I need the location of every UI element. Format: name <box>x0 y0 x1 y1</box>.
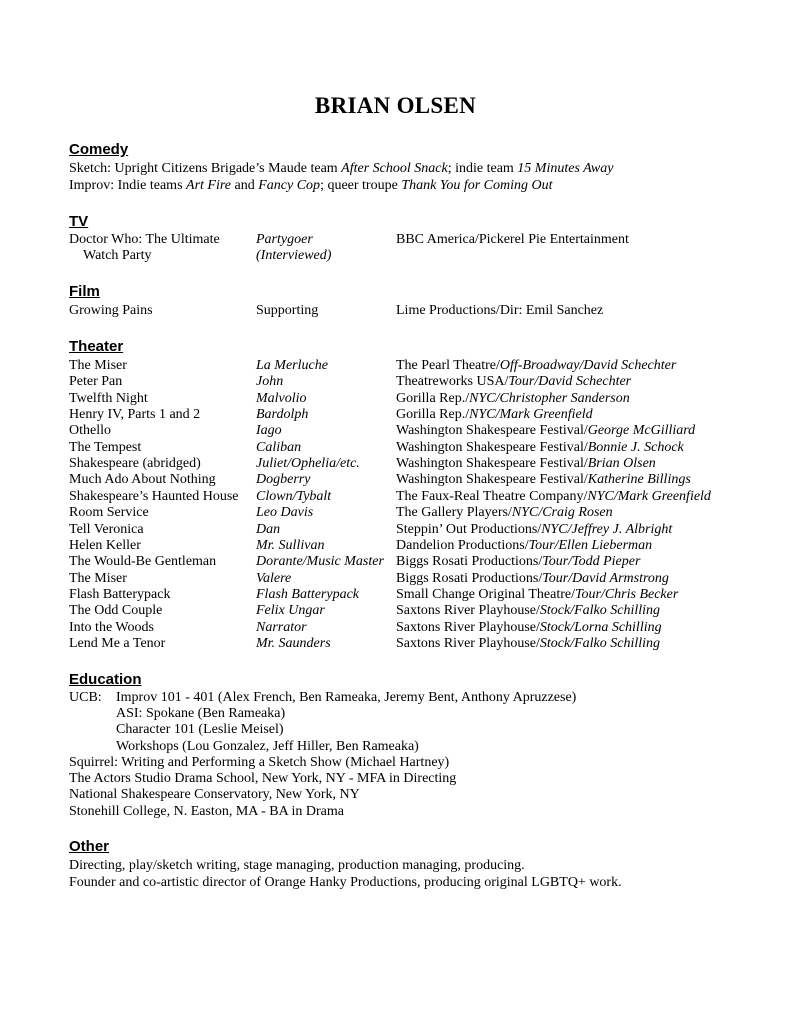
theater-company-cell <box>396 636 660 652</box>
theater-title: Helen Keller <box>69 537 141 553</box>
tv-title-line1: Doctor Who: The Ultimate <box>69 232 220 247</box>
theater-title: The Odd Couple <box>69 603 163 619</box>
comedy-sketch-text-a: Sketch: Upright Citizens Brigade’s Maude team <box>69 161 342 176</box>
theater-role: Mr. Sullivan <box>256 537 325 553</box>
theater-role: Felix Ungar <box>256 603 325 619</box>
theater-company-cell <box>396 620 662 636</box>
education-line: Squirrel: Writing and Performing a Sketch Show (Michael Hartney) <box>69 755 450 770</box>
theater-company: The Faux-Real Theatre Company/ <box>396 488 588 504</box>
theater-role: Malvolio <box>256 390 307 406</box>
theater-title: Peter Pan <box>69 374 123 390</box>
theater-company: Saxtons River Playhouse/ <box>396 635 540 651</box>
theater-detail: Katherine Billings <box>587 472 691 488</box>
theater-title: Othello <box>69 423 111 439</box>
other-line: Directing, play/sketch writing, stage managing, production managing, producing. <box>69 858 525 873</box>
theater-title: Henry IV, Parts 1 and 2 <box>69 407 201 423</box>
education-line: The Actors Studio Drama School, New York, NY - MFA in Directing <box>69 771 457 787</box>
theater-company-cell <box>396 472 691 488</box>
theater-company-cell <box>396 505 613 521</box>
theater-role: Juliet/Ophelia/etc. <box>256 456 360 472</box>
other-line: Founder and co-artistic director of Orange Hanky Productions, producing original LGBTQ+ work. <box>69 874 622 890</box>
theater-detail: NYC/Christopher Sanderson <box>469 390 630 406</box>
tv-role-line1: Partygoer <box>256 232 313 247</box>
theater-role: Narrator <box>256 619 307 635</box>
theater-title: Shakespeare’s Haunted House <box>69 488 239 504</box>
education-ucb-item: Workshops (Lou Gonzalez, Jeff Hiller, Ben Rameaka) <box>116 738 419 754</box>
education-line: Stonehill College, N. Easton, MA - BA in Drama <box>69 803 344 819</box>
education-ucb-item: Character 101 (Leslie Meisel) <box>116 722 284 738</box>
theater-role: Dogberry <box>256 472 311 488</box>
theater-detail: NYC/Mark Greenfield <box>469 407 593 423</box>
theater-role: Dorante/Music Master <box>256 554 384 570</box>
section-heading-tv: TV <box>69 213 89 230</box>
theater-company-cell <box>396 489 711 505</box>
theater-title: Shakespeare (abridged) <box>69 456 201 472</box>
comedy-improv-text-a: Improv: Indie teams <box>69 178 187 193</box>
theater-company-cell <box>396 423 695 439</box>
theater-title: Much Ado About Nothing <box>69 472 216 488</box>
theater-title: Lend Me a Tenor <box>69 635 166 651</box>
theater-company: Saxtons River Playhouse/ <box>396 603 540 619</box>
resume-name: BRIAN OLSEN <box>314 93 477 118</box>
theater-role: John <box>256 374 284 390</box>
comedy-improv-team-1: Art Fire <box>186 178 232 193</box>
comedy-improv-troupe: Thank You for Coming Out <box>401 178 553 193</box>
comedy-improv-team-2: Fancy Cop <box>258 178 321 193</box>
theater-company: Gorilla Rep./ <box>396 407 470 423</box>
theater-role: La Merluche <box>256 358 328 373</box>
theater-role: Caliban <box>256 439 302 455</box>
theater-company-cell <box>396 407 593 423</box>
comedy-sketch-team: After School Snack <box>341 161 448 176</box>
theater-company-cell <box>396 603 660 619</box>
theater-title: Tell Veronica <box>69 521 144 537</box>
theater-detail: Stock/Falko Schilling <box>539 635 661 651</box>
section-heading-other: Other <box>69 838 110 855</box>
theater-company-cell <box>396 554 640 570</box>
section-heading-comedy: Comedy <box>69 141 129 158</box>
theater-title: The Tempest <box>69 439 142 455</box>
theater-role: Mr. Saunders <box>256 635 331 651</box>
theater-detail: Stock/Falko Schilling <box>539 603 661 619</box>
film-company: Lime Productions/Dir: Emil Sanchez <box>396 303 604 318</box>
comedy-improv-text-e: ; queer troupe <box>320 178 402 193</box>
comedy-sketch-text-c: ; indie team <box>447 161 518 176</box>
theater-company-cell <box>396 440 684 456</box>
theater-company-cell <box>396 522 672 538</box>
theater-company: Washington Shakespeare Festival/ <box>396 439 588 455</box>
theater-detail: NYC/Craig Rosen <box>511 505 613 521</box>
section-heading-education: Education <box>69 671 142 688</box>
theater-company: Washington Shakespeare Festival/ <box>396 423 588 439</box>
theater-company: Saxtons River Playhouse/ <box>396 619 540 635</box>
theater-detail: Brian Olsen <box>587 456 656 472</box>
comedy-sketch-line <box>69 161 613 177</box>
theater-company: Small Change Original Theatre/ <box>396 586 575 602</box>
film-role: Supporting <box>256 303 319 318</box>
theater-company-cell <box>396 587 678 603</box>
theater-detail: Tour/Chris Becker <box>574 586 679 602</box>
theater-company: Washington Shakespeare Festival/ <box>396 472 588 488</box>
theater-title: Into the Woods <box>69 619 154 635</box>
film-title: Growing Pains <box>69 303 153 318</box>
theater-company: The Gallery Players/ <box>396 505 512 521</box>
theater-company-cell <box>396 456 656 472</box>
section-heading-film: Film <box>69 283 100 300</box>
education-line: National Shakespeare Conservatory, New York, NY <box>69 787 360 803</box>
theater-company: Washington Shakespeare Festival/ <box>396 456 588 472</box>
theater-role: Bardolph <box>256 407 309 423</box>
theater-company: Steppin’ Out Productions/ <box>396 521 542 537</box>
theater-role: Valere <box>256 570 292 586</box>
theater-detail: Tour/Ellen Lieberman <box>528 537 653 553</box>
theater-detail: NYC/Jeffrey J. Albright <box>541 521 673 537</box>
theater-company-cell <box>396 358 676 374</box>
theater-title: The Miser <box>69 570 127 586</box>
theater-detail: Tour/David Armstrong <box>542 570 669 586</box>
theater-company: Gorilla Rep./ <box>396 390 470 406</box>
theater-company: Biggs Rosati Productions/ <box>396 570 543 586</box>
theater-title: Room Service <box>69 505 149 521</box>
theater-detail: Tour/Todd Pieper <box>542 554 641 570</box>
theater-company-cell <box>396 374 631 390</box>
education-ucb-item: ASI: Spokane (Ben Rameaka) <box>116 706 286 722</box>
theater-role: Flash Batterypack <box>256 586 360 602</box>
theater-detail: George McGilliard <box>587 423 696 439</box>
theater-role: Dan <box>256 521 281 537</box>
tv-role-line2: (Interviewed) <box>256 248 332 263</box>
theater-detail: Tour/David Schechter <box>508 374 632 390</box>
tv-company: BBC America/Pickerel Pie Entertainment <box>396 232 629 247</box>
theater-company: Theatreworks USA/ <box>396 374 509 390</box>
theater-title: Twelfth Night <box>69 390 148 406</box>
tv-title-line2: Watch Party <box>83 248 152 263</box>
comedy-improv-text-c: and <box>231 178 259 193</box>
theater-detail: Stock/Lorna Schilling <box>539 619 662 635</box>
theater-role: Iago <box>256 423 282 439</box>
comedy-improv-line <box>69 178 553 194</box>
education-ucb-item: Improv 101 - 401 (Alex French, Ben Rameaka, Jeremy Bent, Anthony Apruzzese) <box>116 690 577 705</box>
theater-company-cell <box>396 571 669 587</box>
education-ucb-label: UCB: <box>69 690 102 705</box>
comedy-sketch-indie-team: 15 Minutes Away <box>517 161 614 176</box>
theater-company: Dandelion Productions/ <box>396 537 529 553</box>
theater-company: Biggs Rosati Productions/ <box>396 554 543 570</box>
theater-company: The Pearl Theatre/ <box>396 358 500 373</box>
theater-detail: NYC/Mark Greenfield <box>587 488 711 504</box>
theater-role: Clown/Tybalt <box>256 488 332 504</box>
theater-company-cell <box>396 538 652 554</box>
theater-title: The Miser <box>69 358 127 373</box>
theater-title: The Would-Be Gentleman <box>69 554 217 570</box>
theater-company-cell <box>396 391 630 407</box>
theater-role: Leo Davis <box>256 505 314 521</box>
section-heading-theater: Theater <box>69 338 124 355</box>
theater-detail: Off-Broadway/David Schechter <box>499 358 677 373</box>
theater-detail: Bonnie J. Schock <box>587 439 684 455</box>
theater-title: Flash Batterypack <box>69 586 171 602</box>
